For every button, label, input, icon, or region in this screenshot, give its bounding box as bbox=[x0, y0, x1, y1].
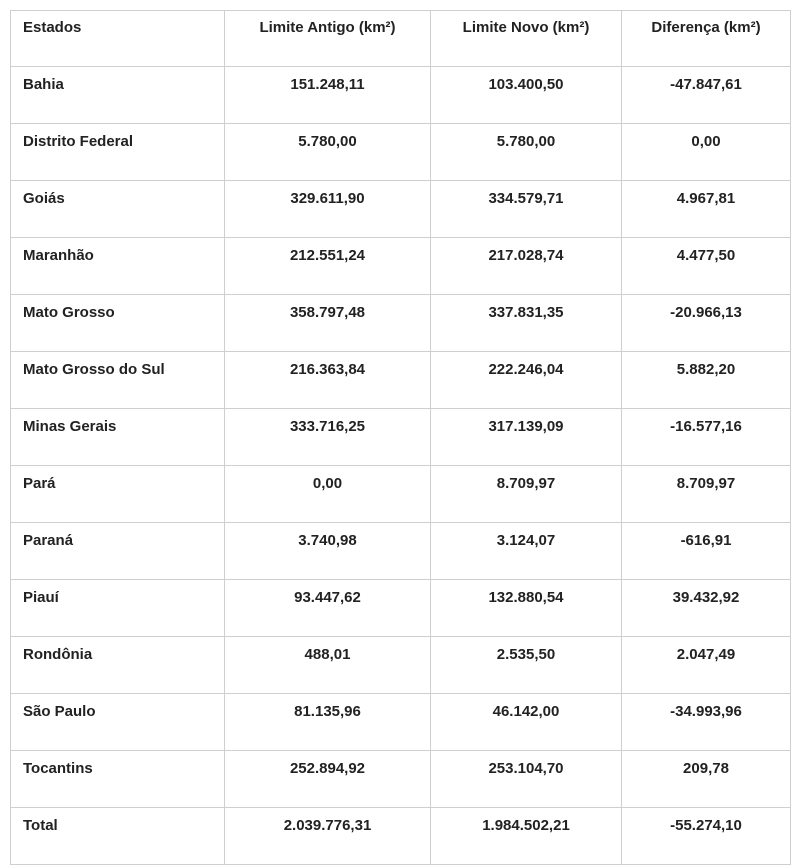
cell-limite-antigo: 329.611,90 bbox=[225, 181, 431, 238]
header-diferenca: Diferença (km²) bbox=[622, 11, 791, 67]
table-row bbox=[11, 409, 791, 466]
table-row bbox=[11, 352, 791, 409]
cell-limite-antigo: 81.135,96 bbox=[225, 694, 431, 751]
cell-diferenca: 8.709,97 bbox=[622, 466, 791, 523]
cell-estado: Total bbox=[11, 808, 225, 865]
table-row bbox=[11, 295, 791, 352]
cell-estado: Pará bbox=[11, 466, 225, 523]
cell-diferenca: -16.577,16 bbox=[622, 409, 791, 466]
cell-limite-antigo: 252.894,92 bbox=[225, 751, 431, 808]
cell-estado: Distrito Federal bbox=[11, 124, 225, 181]
cell-estado: Mato Grosso do Sul bbox=[11, 352, 225, 409]
cell-diferenca: -47.847,61 bbox=[622, 67, 791, 124]
cell-limite-novo: 1.984.502,21 bbox=[431, 808, 622, 865]
cell-limite-antigo: 93.447,62 bbox=[225, 580, 431, 637]
table-row bbox=[11, 124, 791, 181]
cell-limite-novo: 334.579,71 bbox=[431, 181, 622, 238]
cell-estado: Rondônia bbox=[11, 637, 225, 694]
cell-estado: Minas Gerais bbox=[11, 409, 225, 466]
cell-diferenca: 2.047,49 bbox=[622, 637, 791, 694]
cell-diferenca: 4.967,81 bbox=[622, 181, 791, 238]
cell-limite-novo: 222.246,04 bbox=[431, 352, 622, 409]
table-row bbox=[11, 580, 791, 637]
cell-limite-antigo: 358.797,48 bbox=[225, 295, 431, 352]
cell-diferenca: 0,00 bbox=[622, 124, 791, 181]
cell-limite-antigo: 212.551,24 bbox=[225, 238, 431, 295]
cell-estado: Mato Grosso bbox=[11, 295, 225, 352]
table-row bbox=[11, 466, 791, 523]
area-comparison-table-container bbox=[10, 10, 790, 865]
cell-estado: São Paulo bbox=[11, 694, 225, 751]
cell-estado: Bahia bbox=[11, 67, 225, 124]
cell-limite-novo: 3.124,07 bbox=[431, 523, 622, 580]
cell-limite-novo: 217.028,74 bbox=[431, 238, 622, 295]
table-row bbox=[11, 637, 791, 694]
header-limite-antigo: Limite Antigo (km²) bbox=[225, 11, 431, 67]
cell-limite-antigo: 3.740,98 bbox=[225, 523, 431, 580]
cell-diferenca: -20.966,13 bbox=[622, 295, 791, 352]
cell-diferenca: -616,91 bbox=[622, 523, 791, 580]
table-row bbox=[11, 181, 791, 238]
cell-limite-novo: 317.139,09 bbox=[431, 409, 622, 466]
table-header-row bbox=[11, 11, 791, 67]
cell-limite-novo: 253.104,70 bbox=[431, 751, 622, 808]
cell-diferenca: -55.274,10 bbox=[622, 808, 791, 865]
cell-limite-antigo: 488,01 bbox=[225, 637, 431, 694]
table-total-row bbox=[11, 808, 791, 865]
area-comparison-table bbox=[10, 10, 791, 865]
cell-limite-antigo: 151.248,11 bbox=[225, 67, 431, 124]
cell-limite-antigo: 333.716,25 bbox=[225, 409, 431, 466]
cell-estado: Tocantins bbox=[11, 751, 225, 808]
cell-limite-novo: 46.142,00 bbox=[431, 694, 622, 751]
cell-limite-antigo: 0,00 bbox=[225, 466, 431, 523]
cell-estado: Paraná bbox=[11, 523, 225, 580]
cell-limite-novo: 337.831,35 bbox=[431, 295, 622, 352]
cell-limite-novo: 103.400,50 bbox=[431, 67, 622, 124]
cell-diferenca: 39.432,92 bbox=[622, 580, 791, 637]
cell-diferenca: 209,78 bbox=[622, 751, 791, 808]
cell-estado: Goiás bbox=[11, 181, 225, 238]
table-row bbox=[11, 67, 791, 124]
cell-limite-novo: 132.880,54 bbox=[431, 580, 622, 637]
cell-diferenca: -34.993,96 bbox=[622, 694, 791, 751]
cell-limite-antigo: 216.363,84 bbox=[225, 352, 431, 409]
table-row bbox=[11, 238, 791, 295]
cell-limite-novo: 8.709,97 bbox=[431, 466, 622, 523]
cell-estado: Piauí bbox=[11, 580, 225, 637]
cell-diferenca: 5.882,20 bbox=[622, 352, 791, 409]
header-estados: Estados bbox=[11, 11, 225, 67]
table-row bbox=[11, 751, 791, 808]
cell-limite-novo: 2.535,50 bbox=[431, 637, 622, 694]
cell-estado: Maranhão bbox=[11, 238, 225, 295]
cell-diferenca: 4.477,50 bbox=[622, 238, 791, 295]
header-limite-novo: Limite Novo (km²) bbox=[431, 11, 622, 67]
cell-limite-antigo: 2.039.776,31 bbox=[225, 808, 431, 865]
cell-limite-antigo: 5.780,00 bbox=[225, 124, 431, 181]
table-body bbox=[11, 67, 791, 865]
table-row bbox=[11, 694, 791, 751]
table-row bbox=[11, 523, 791, 580]
cell-limite-novo: 5.780,00 bbox=[431, 124, 622, 181]
